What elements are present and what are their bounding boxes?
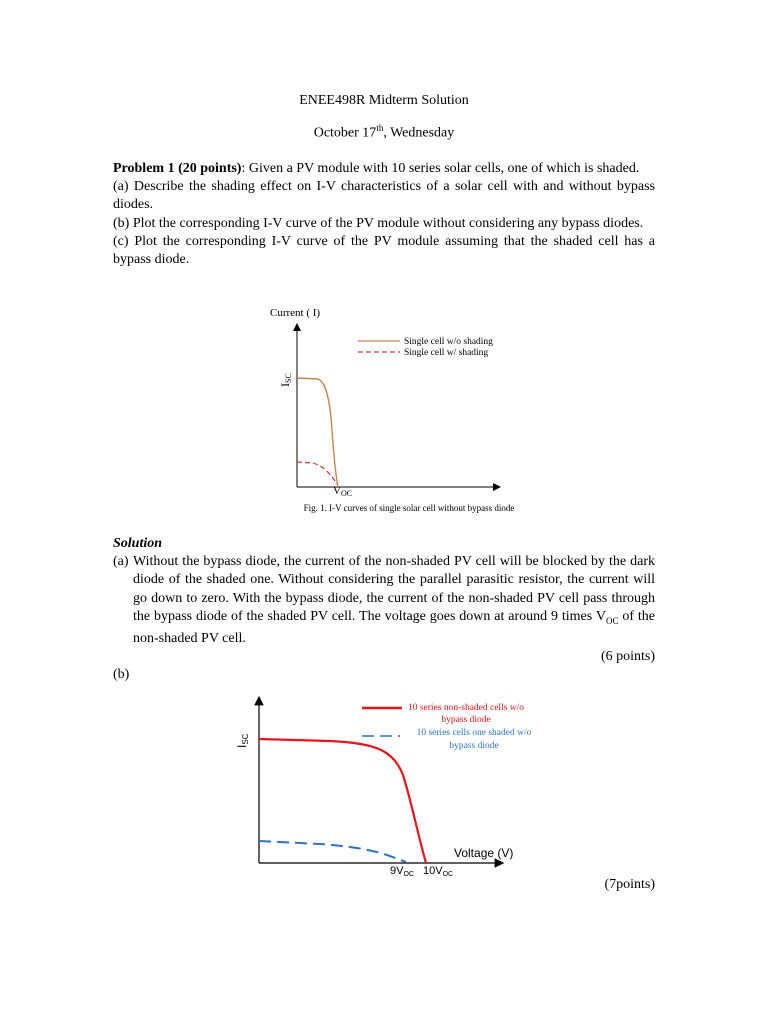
fig1-y-label: Current ( I) [270, 307, 321, 319]
problem-part-a: (a) Describe the shading effect on I-V characteristics of a solar cell with and without bypass diodes. [113, 179, 655, 213]
fig2-legend-red-line-1: 10 series non-shaded cells w/o [407, 703, 525, 713]
figure-1-caption: Fig. 1. I-V curves of single solar cell without bypass diode [303, 503, 515, 513]
fig1-isc-label: ISC [278, 373, 293, 387]
fig1-legend-label-1: Single cell w/o shading [404, 337, 493, 347]
problem-part-b: (b) Plot the corresponding I-V curve of the PV module without considering any bypass diodes. [113, 215, 644, 231]
solution-a-text-2: of the non-shaded PV cell. [133, 609, 655, 647]
fig2-x-label: Voltage (V) [454, 846, 514, 860]
fig2-legend-blue-line-1: 10 series cells one shaded w/o [416, 728, 532, 738]
fig2-isc-label: ISC [235, 733, 250, 748]
solution-a-sub: OC [605, 616, 619, 627]
fig2-tick-9voc: 9VOC [390, 865, 414, 878]
date-suffix: , Wednesday [383, 125, 455, 141]
solution-a-points: (6 points) [600, 649, 655, 664]
fig2-legend-blue-line-2: bypass diode [449, 741, 499, 751]
solution-a-label: (a) [113, 554, 129, 569]
solution-b-label: (b) [113, 667, 130, 682]
solution-heading: Solution [113, 536, 163, 551]
problem-part-c: (c) Plot the corresponding I-V curve of the PV module assuming that the shaded cell has a bypass diode. [113, 233, 655, 268]
fig1-legend-label-2: Single cell w/ shading [404, 348, 489, 358]
document-title: ENEE498R Midterm Solution [299, 93, 469, 108]
fig2-legend-red-line-2: bypass diode [441, 715, 491, 725]
fig2-tick-10voc: 10VOC [423, 865, 454, 878]
problem-intro-text: : Given a PV module with 10 series solar cells, one of which is shaded. [241, 161, 640, 176]
fig2-curve-shaded [259, 841, 406, 862]
date-prefix: October 17 [313, 125, 377, 141]
fig1-voc-label: VOC [333, 485, 353, 498]
solution-a-text-1: Without the bypass diode, the current of the non-shaded PV cell will be blocked by the dark diode of the shaded one. Without considering the parallel parasitic resistor, the current will go down to zero. With the bypass diode, the current of the non-shaded PV cell pass through the bypass diode of the shaded PV cell. The voltage goes down at around 9 times V [133, 554, 655, 625]
date-sup: th [376, 123, 384, 133]
solution-b-points: (7points) [604, 877, 655, 892]
problem-label: Problem 1 (20 points) [113, 161, 242, 176]
fig2-curve-non-shaded [259, 739, 426, 863]
